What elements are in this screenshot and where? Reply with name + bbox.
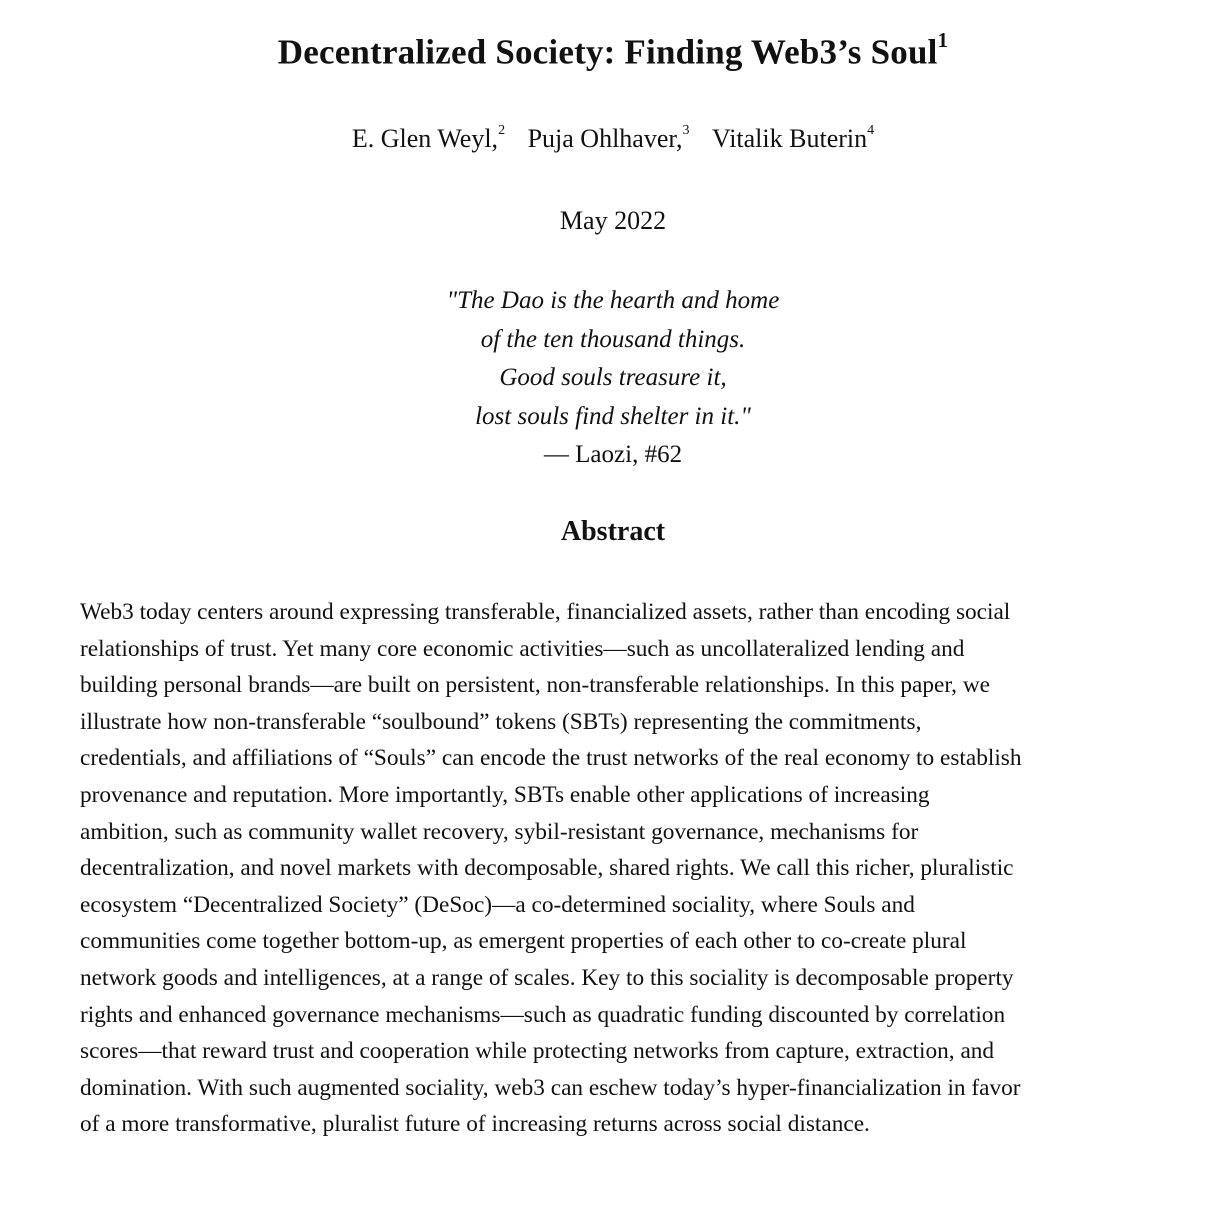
abstract-line: domination. With such augmented sociality, web3 can eschew today’s hyper-financialization in favor xyxy=(80,1074,1021,1101)
abstract-line: relationships of trust. Yet many core economic activities—such as uncollateralized lending and xyxy=(80,635,965,662)
abstract-line: illustrate how non-transferable “soulbound” tokens (SBTs) representing the commitments, xyxy=(80,708,922,735)
author-name: E. Glen Weyl, xyxy=(351,124,499,153)
paper-title xyxy=(0,28,1226,73)
author-footnote-marker[interactable]: 3 xyxy=(682,123,690,139)
author-3 xyxy=(712,124,874,153)
author-2 xyxy=(528,124,690,153)
author-footnote-marker[interactable]: 4 xyxy=(867,123,875,139)
abstract-line: Web3 today centers around expressing transferable, financialized assets, rather than encoding social xyxy=(80,599,1011,625)
author-name: Puja Ohlhaver, xyxy=(527,124,683,153)
paper-title-text: Decentralized Society: Finding Web3’s Soul xyxy=(277,32,938,72)
abstract-line: rights and enhanced governance mechanisms—such as quadratic funding discounted by correlation xyxy=(80,1001,1006,1028)
epigraph-line: lost souls find shelter in it." xyxy=(475,402,751,430)
abstract-body xyxy=(80,594,1170,1143)
abstract-heading: Abstract xyxy=(560,516,666,547)
epigraph-line: of the ten thousand things. xyxy=(480,325,746,353)
author-name: Vitalik Buterin xyxy=(711,124,868,153)
abstract-line: network goods and intelligences, at a range of scales. Key to this sociality is decomposable property xyxy=(80,964,1014,991)
title-footnote-marker[interactable]: 1 xyxy=(937,28,949,52)
abstract-line: scores—that reward trust and cooperation while protecting networks from capture, extraction, and xyxy=(80,1038,995,1065)
epigraph-line: Good souls treasure it, xyxy=(499,364,727,391)
author-footnote-marker[interactable]: 2 xyxy=(498,123,506,139)
publication-date: May 2022 xyxy=(559,206,667,235)
author-list xyxy=(0,124,1226,154)
epigraph xyxy=(0,282,1226,475)
abstract-line: credentials, and affiliations of “Souls” can encode the trust networks of the real economy to establish xyxy=(80,745,1022,772)
abstract-line: decentralization, and novel markets with decomposable, shared rights. We call this richer, pluralistic xyxy=(80,855,1014,882)
abstract-line: provenance and reputation. More importantly, SBTs enable other applications of increasing xyxy=(80,781,930,808)
abstract-line: of a more transformative, pluralist future of increasing returns across social distance. xyxy=(80,1111,870,1138)
abstract-line: ambition, such as community wallet recovery, sybil-resistant governance, mechanisms for xyxy=(80,818,919,845)
author-1 xyxy=(352,124,505,153)
abstract-line: ecosystem “Decentralized Society” (DeSoc)—a co-determined sociality, where Souls and xyxy=(80,891,915,918)
abstract-line: communities come together bottom-up, as emergent properties of each other to co-create plural xyxy=(80,928,967,955)
abstract-line: building personal brands—are built on persistent, non-transferable relationships. In this paper, we xyxy=(80,672,991,699)
epigraph-line: "The Dao is the hearth and home xyxy=(446,287,780,314)
epigraph-attribution: — Laozi, #62 xyxy=(543,441,683,468)
